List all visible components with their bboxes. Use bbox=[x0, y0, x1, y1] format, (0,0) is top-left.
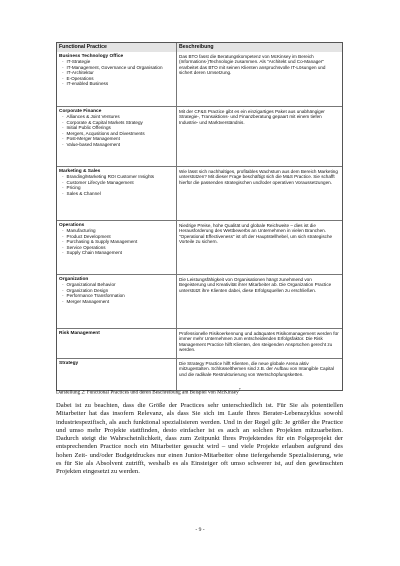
subtopic-item: - Value-based Management bbox=[62, 142, 174, 148]
practice-description: Das BTO fasst die Beratungskompetenz von McKinsey im Bereich (Informations-)Technologie zusammen. Als "Architekt und Co-Manager" erarbeitet das BTO mit seinen Klienten anspruchsvolle IT-Lösungen und sichert deren Umsetzung. bbox=[179, 53, 326, 76]
caption-footnote-marker: 7 bbox=[238, 388, 241, 392]
subtopic-item: - IT-enabled Business bbox=[62, 81, 174, 87]
subtopic-item: - Post-Merger Management bbox=[62, 136, 174, 142]
table-row bbox=[57, 358, 342, 390]
subtopic-item: - Service Operations bbox=[62, 245, 174, 251]
table-caption bbox=[56, 387, 346, 396]
table-header-row bbox=[57, 43, 342, 52]
description-cell bbox=[177, 52, 342, 106]
practice-cell bbox=[57, 107, 177, 166]
subtopic-item: - IT-Architektur bbox=[62, 70, 174, 76]
subtopic-item: - Mergers, Acqusitions and Divestments bbox=[62, 131, 174, 137]
subtopic-item: - Performance Transformation bbox=[62, 293, 174, 299]
table-row bbox=[57, 328, 342, 358]
practice-cell bbox=[57, 275, 177, 328]
subtopic-item: - Manufacturing bbox=[62, 228, 174, 234]
subtopic-item: - E-Operations bbox=[62, 76, 174, 82]
practice-description: Mit der CF&S Practice gibt es ein einzigartiges Paket aus unabhängiger Strategie-, Transaktions- und Finanzberatung gepaart mit einem tiefen Industrie- und Marktverständnis. bbox=[179, 108, 325, 125]
practice-subtopics bbox=[59, 114, 174, 147]
practice-title: Risk Management bbox=[59, 330, 100, 336]
subtopic-item: - Purchasing & Supply Management bbox=[62, 239, 174, 245]
practice-cell bbox=[57, 52, 177, 106]
subtopic-item: - Customer Lifecycle Management bbox=[62, 180, 174, 186]
practice-title: Business Technology Office bbox=[59, 53, 124, 59]
page-number: - 9 - bbox=[195, 527, 205, 533]
table-row bbox=[57, 274, 342, 328]
subtopic-item: - Supply Chain Management bbox=[62, 250, 174, 256]
practice-title: Operations bbox=[59, 222, 85, 228]
body-paragraph: Dabei ist zu beachten, dass die Größe der Practices sehr unterschiedlich ist. Für Sie als potentiellen Mitarbeiter hat das insofern Relevanz, als dass Sie sich im Laufe Ihres Berater-Lebenszyklus sowohl industriespezifisch, als auch funktional spezialisieren werden. Und in der Regel gilt: Je größer die Practice und umso mehr Projekte stattfinden, desto einfacher ist es auch an solchen Projekten mitzuarbeiten. Dadurch steigt die Wahrscheinlichkeit, dass zum Zeitpunkt Ihres Projektendes für ein Folgeprojekt der entsprechenden Practice noch ein Mitarbeiter gesucht wird – und viele Projekte erlauben aufgrund des hohen Zeit- und/oder Budgetdruckes nur einen Junior-Mitarbeiter ohne tiefergehende Spezialisierung, wie es für Sie als Absolvent zutrifft, weshalb es als Einsteiger oft umso schwerer ist, auf den gewünschten Projekten eingesetzt zu werden. bbox=[56, 402, 343, 476]
practice-subtopics bbox=[59, 282, 174, 304]
practice-subtopics bbox=[59, 174, 174, 196]
subtopic-item: - Product Development bbox=[62, 234, 174, 240]
practice-cell bbox=[57, 221, 177, 274]
subtopic-item: - Organizational Behavior bbox=[62, 282, 174, 288]
practice-title: Marketing & Sales bbox=[59, 168, 101, 174]
description-cell bbox=[177, 275, 342, 328]
column-header-practice: Functional Practice bbox=[57, 43, 177, 52]
description-cell bbox=[177, 221, 342, 274]
column-header-description: Beschreibung bbox=[179, 43, 214, 50]
practice-title: Corporate Finance bbox=[59, 108, 102, 114]
table-row bbox=[57, 52, 342, 106]
practice-description: Wie lässt sich nachhaltiges, profitables Wachstum aus dem Bereich Marketing unterstützen? Mit dieser Frage beschäftigt sich die M&S Practice. Sie schafft hierfür die passenden strategischen und/oder operativen Voraussetzungen. bbox=[179, 168, 338, 185]
subtopic-item: - IT-Management, Governance und Organisation bbox=[62, 65, 174, 71]
table-row bbox=[57, 166, 342, 220]
description-cell bbox=[177, 107, 342, 166]
practice-subtopics bbox=[59, 228, 174, 256]
description-cell bbox=[177, 167, 342, 220]
table-row bbox=[57, 220, 342, 274]
subtopic-item: - Sales & Channel bbox=[62, 191, 174, 197]
functional-practices-table bbox=[56, 42, 343, 391]
subtopic-item: - Initial Public Offerings bbox=[62, 125, 174, 131]
description-cell bbox=[177, 359, 342, 390]
practice-title: Organization bbox=[59, 276, 89, 282]
practice-title: Strategy bbox=[59, 360, 79, 366]
practice-cell bbox=[57, 359, 177, 390]
practice-description: Niedrige Preise, hohe Qualität und globale Reichweite – dies ist die Herausforderung des Wettbewerbs an Unternehmen in vielen Branchen. "Operational Effectiveness" ist oft der Hauptstellhebel, um sich strategische Vorteile zu sichern. bbox=[179, 222, 333, 245]
practice-description: Die Leistungsfähigkeit von Organisationen hängt zunehmend von Begeisterung und Kreativität ihrer Mitarbeiter ab. Die Organization Practice unterstützt ihre Klienten dabei, diese Erfolgsquellen zu erschließen. bbox=[179, 276, 332, 293]
practice-description: Die Strategy Practice hilft Klienten, die neue globale Arena aktiv mitzugestalten. Schlüsselthemen sind z.B. der Aufbau von Intangible Capital und die radikale Restrukturierung von Wertschöpfungsketten. bbox=[179, 360, 335, 377]
practice-cell bbox=[57, 329, 177, 358]
practice-cell bbox=[57, 167, 177, 220]
subtopic-item: - Merger Management bbox=[62, 299, 174, 305]
subtopic-item: - IT-Strategie bbox=[62, 59, 174, 65]
practice-description: Professionelle Risikoerkennung und adäquates Risikomanagement werden für immer mehr Unternehmen zum entscheidenden Erfolgsfaktor. Die Risk Management Practice hilft Klienten, den steigenden Ansprüchen gerecht zu werden. bbox=[179, 330, 339, 353]
subtopic-item: - Alliances & Joint Ventures bbox=[62, 114, 174, 120]
subtopic-item: - Organization Design bbox=[62, 288, 174, 294]
practice-subtopics bbox=[59, 59, 174, 87]
subtopic-item: - Pricing bbox=[62, 185, 174, 191]
caption-text: Darstellung 2: Functional Practices und deren Beschreibung am Beispiel von McKinsey bbox=[56, 389, 239, 396]
description-cell bbox=[177, 329, 342, 358]
table-row bbox=[57, 106, 342, 166]
subtopic-item: - Corporate & Capital Markets Strategy bbox=[62, 120, 174, 126]
subtopic-item: - Branding/Marketing ROI Customer Insights bbox=[62, 174, 174, 180]
